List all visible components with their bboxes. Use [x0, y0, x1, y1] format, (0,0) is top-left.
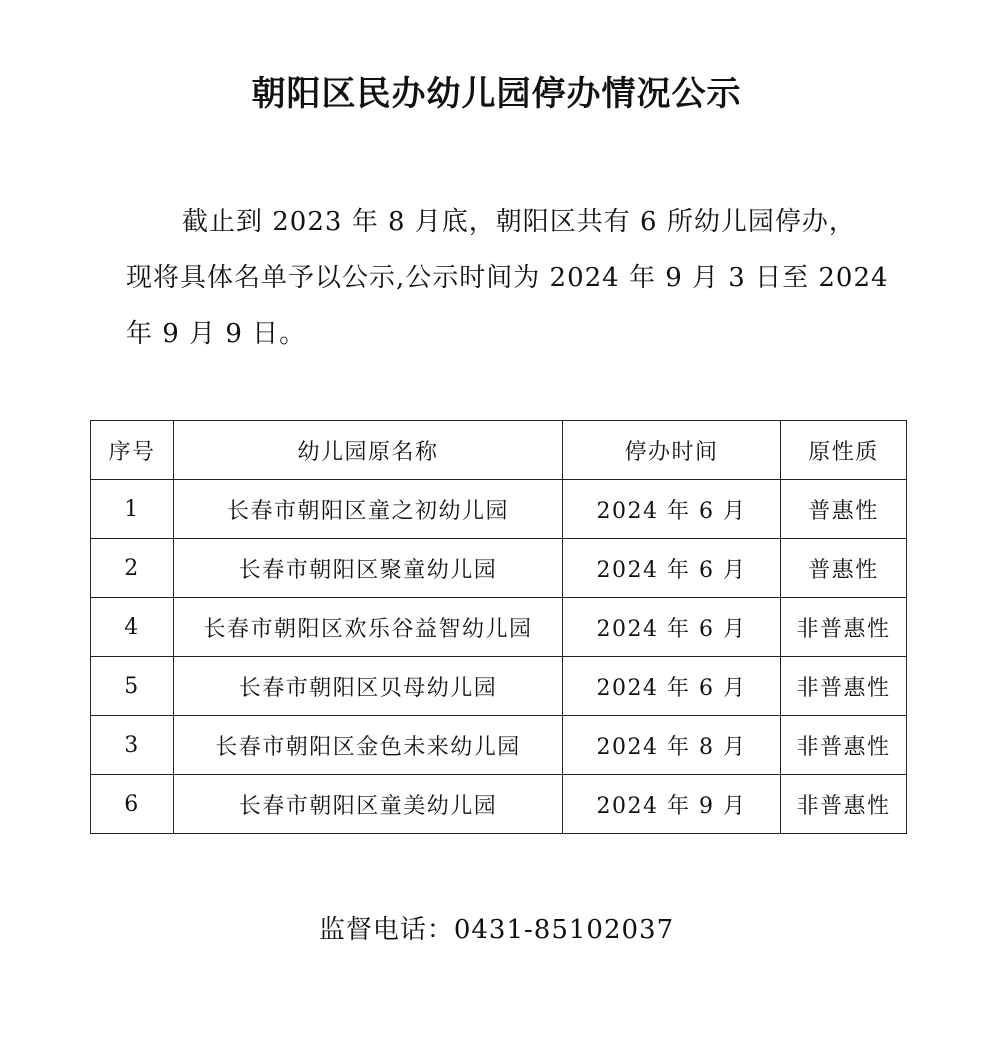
header-kindergarten-name: 幼儿园原名称 [174, 421, 563, 480]
paragraph-line: 年 9 月 9 日。 [126, 319, 307, 349]
cell-serial-number: 6 [91, 775, 174, 834]
cell-kindergarten-name: 长春市朝阳区聚童幼儿园 [174, 539, 563, 598]
header-serial-number: 序号 [91, 421, 174, 480]
table-row [91, 657, 907, 716]
header-closure-time: 停办时间 [563, 421, 781, 480]
kindergarten-closure-table [90, 420, 907, 834]
notice-paragraph [126, 194, 889, 362]
cell-serial-number: 5 [91, 657, 174, 716]
cell-serial-number: 3 [91, 716, 174, 775]
cell-closure-time: 2024 年 8 月 [563, 716, 781, 775]
cell-original-nature: 非普惠性 [781, 598, 907, 657]
table-header-row [91, 421, 907, 480]
table-row [91, 480, 907, 539]
cell-kindergarten-name: 长春市朝阳区童之初幼儿园 [174, 480, 563, 539]
cell-kindergarten-name: 长春市朝阳区金色未来幼儿园 [174, 716, 563, 775]
supervision-phone: 监督电话：0431-85102037 [318, 915, 675, 945]
cell-original-nature: 非普惠性 [781, 657, 907, 716]
cell-original-nature: 非普惠性 [781, 716, 907, 775]
cell-closure-time: 2024 年 6 月 [563, 657, 781, 716]
table-row [91, 598, 907, 657]
cell-closure-time: 2024 年 6 月 [563, 598, 781, 657]
header-original-nature: 原性质 [781, 421, 907, 480]
cell-serial-number: 4 [91, 598, 174, 657]
table-row [91, 716, 907, 775]
cell-original-nature: 非普惠性 [781, 775, 907, 834]
cell-serial-number: 1 [91, 480, 174, 539]
cell-original-nature: 普惠性 [781, 480, 907, 539]
cell-original-nature: 普惠性 [781, 539, 907, 598]
cell-kindergarten-name: 长春市朝阳区贝母幼儿园 [174, 657, 563, 716]
document-title: 朝阳区民办幼儿园停办情况公示 [251, 74, 742, 114]
table-row [91, 539, 907, 598]
paragraph-line: 现将具体名单予以公示,公示时间为 2024 年 9 月 3 日至 2024 [126, 263, 889, 293]
table-row [91, 775, 907, 834]
cell-serial-number: 2 [91, 539, 174, 598]
cell-kindergarten-name: 长春市朝阳区童美幼儿园 [174, 775, 563, 834]
cell-closure-time: 2024 年 9 月 [563, 775, 781, 834]
paragraph-line: 截止到 2023 年 8 月底，朝阳区共有 6 所幼儿园停办， [182, 207, 856, 237]
cell-closure-time: 2024 年 6 月 [563, 480, 781, 539]
cell-kindergarten-name: 长春市朝阳区欢乐谷益智幼儿园 [174, 598, 563, 657]
cell-closure-time: 2024 年 6 月 [563, 539, 781, 598]
